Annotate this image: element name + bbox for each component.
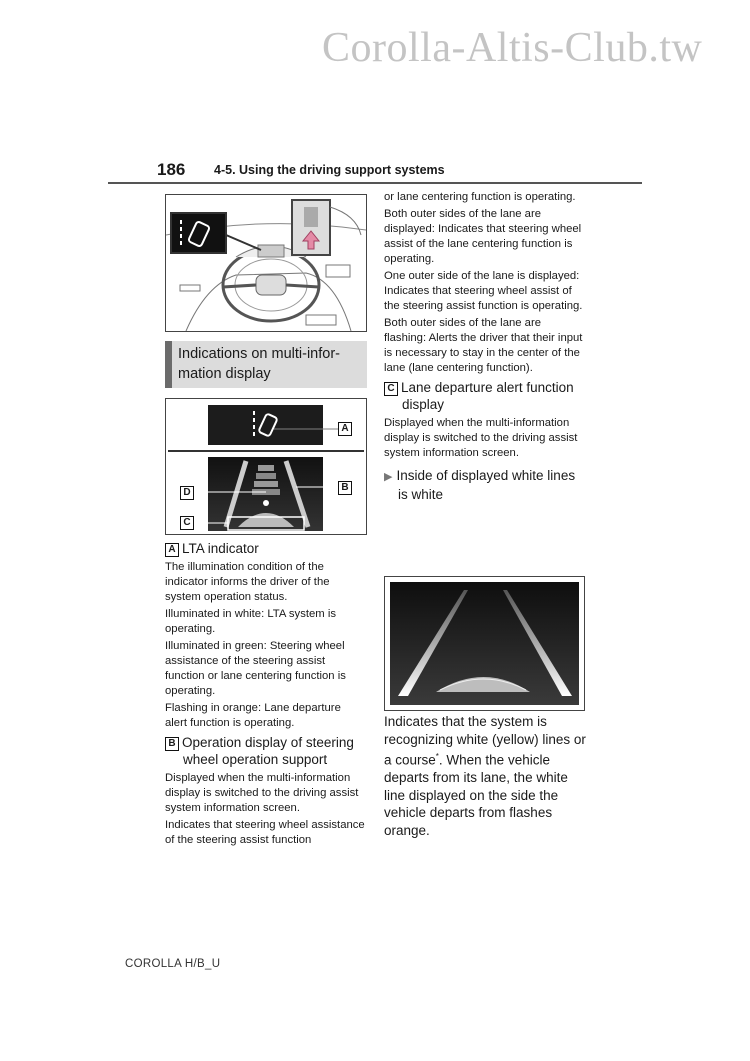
watermark: Corolla-Altis-Club.tw <box>322 25 703 71</box>
footer-code: COROLLA H/B_U <box>125 958 221 970</box>
multi-info-display-drawing <box>166 399 366 534</box>
lane-display-figure <box>384 576 585 711</box>
figure-label-b: B <box>338 481 352 495</box>
item-a-paragraph: Flashing in orange: Lane departure alert function is operating. <box>165 702 341 729</box>
item-b-badge: B <box>165 737 179 751</box>
item-b-paragraph: Indicates that steering wheel assistance of the steering assist function <box>165 819 365 846</box>
lane-display-drawing <box>390 582 579 705</box>
item-c-title-line1: Lane departure alert function <box>401 380 574 395</box>
lane-description-main: Indicates that the system is recognizing white (yellow) lines or a course <box>384 714 586 768</box>
right-paragraph: One outer side of the lane is displayed: Indicates that steering wheel assist of the steering assist function is operating. <box>384 270 583 312</box>
item-a-description <box>165 560 365 731</box>
item-c-badge: C <box>384 382 398 396</box>
left-column <box>165 540 365 850</box>
item-a-badge: A <box>165 543 179 557</box>
figure-label-d: D <box>180 486 194 500</box>
right-paragraph: Both outer sides of the lane are displayed: Indicates that steering wheel assist of the lane centering function is operating. <box>384 208 582 265</box>
section-heading-line1: Indications on multi-infor- <box>178 346 340 362</box>
item-c-title-line2: display <box>402 397 445 412</box>
figure-label-a: A <box>338 422 352 436</box>
lane-description-rest: . When the vehicle departs from its lane, the white line displayed on the side the vehicle departs from flashes orange. <box>384 752 568 838</box>
item-a-title-text: LTA indicator <box>182 541 259 556</box>
item-c-title <box>384 379 584 413</box>
section-title: 4-5. Using the driving support systems <box>214 163 445 177</box>
lane-description <box>384 713 589 839</box>
sub-heading-line2: is white <box>398 487 444 502</box>
item-b-description <box>165 771 365 848</box>
item-b-title-line1: Operation display of steering <box>182 735 354 750</box>
right-column <box>384 190 584 503</box>
item-b-title-line2: wheel operation support <box>183 752 328 767</box>
dashboard-drawing <box>166 195 366 331</box>
triangle-bullet-icon: ▶ <box>384 471 393 483</box>
item-a-paragraph: The illumination condition of the indicator informs the driver of the system operation status. <box>165 561 330 603</box>
item-a-title <box>165 540 365 557</box>
right-paragraph: or lane centering function is operating. <box>384 191 576 203</box>
header-rule <box>108 182 642 184</box>
sub-heading-line1: Inside of displayed white lines <box>396 468 576 483</box>
multi-info-display-figure <box>165 398 367 535</box>
section-heading-line2: mation display <box>178 366 271 382</box>
item-a-paragraph: Illuminated in green: Steering wheel assistance of the steering assist function or lane centering function is operating. <box>165 640 346 697</box>
item-b-title <box>165 734 365 768</box>
section-heading <box>165 341 367 388</box>
item-c-description: Displayed when the multi-information display is switched to the driving assist system information screen. <box>384 417 578 459</box>
item-b-paragraph: Displayed when the multi-information display is switched to the driving assist system information screen. <box>165 772 359 814</box>
right-paragraph: Both outer sides of the lane are flashing: Alerts the driver that their input is necessary to stay in the center of the lane (lane centering function). <box>384 317 583 374</box>
right-paragraphs <box>384 190 584 376</box>
dashboard-illustration <box>165 194 367 332</box>
page-number: 186 <box>157 160 186 179</box>
sub-heading <box>384 467 584 503</box>
footnote-mark: * <box>435 752 439 761</box>
item-a-paragraph: Illuminated in white: LTA system is operating. <box>165 608 336 635</box>
figure-label-c: C <box>180 516 194 530</box>
